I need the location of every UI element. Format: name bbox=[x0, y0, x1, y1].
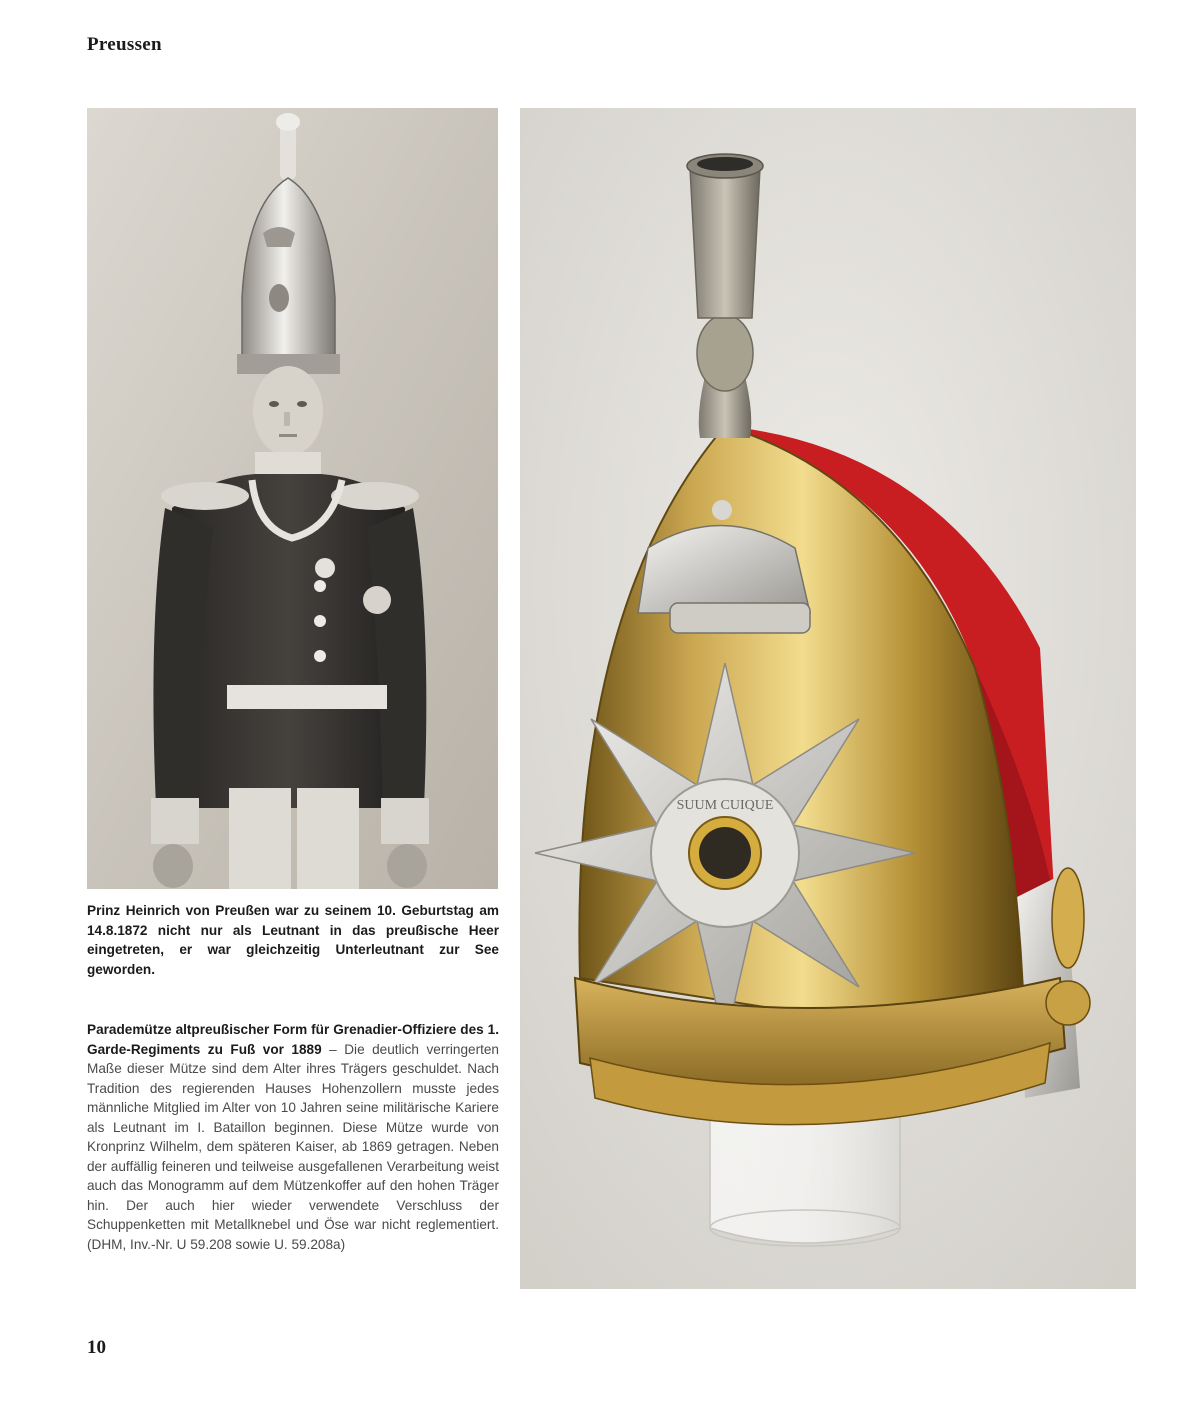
star-motto: SUUM CUIQUE bbox=[676, 798, 774, 813]
helmet-caption-title: Parademütze altpreußischer Form für Grenadier-Offiziere des 1. Garde-Regiments zu Fuß vor 1889 bbox=[87, 1022, 499, 1057]
helmet-caption bbox=[87, 1020, 499, 1254]
helmet-photo bbox=[520, 108, 1136, 1289]
portrait-caption: Prinz Heinrich von Preußen war zu seinem 10. Geburtstag am 14.8.1872 nicht nur als Leutnant in das preußische Heer eingetreten, er war gleichzeitig Unterleutnant zur See geworden. bbox=[87, 903, 499, 977]
historic-portrait-photo-icon bbox=[87, 108, 498, 889]
grenadier-helmet-photo-icon bbox=[520, 108, 1136, 1289]
portrait-photo bbox=[87, 108, 498, 889]
page-number: 10 bbox=[87, 1337, 106, 1358]
running-header: Preussen bbox=[87, 34, 162, 55]
helmet-caption-text: – Die deutlich verringerten Maße dieser Mütze sind dem Alter ihres Trägers geschuldet. Nach Tradition des regierenden Hauses Hohenzollern musste jedes männliche Mitglied im Alter von 10 Jahren seine militärische Kariere als Leutnant im I. Bataillon beginnen. Diese Mütze wurde von Kronprinz Wilhelm, dem späteren Kaiser, ab 1869 getragen. Neben der auffällig feineren und teilweise ausgefallenen Verarbeitung weist auch das Monogramm auf dem Mützenkoffer auf den hohen Träger hin. Der auch hier wieder verwendete Verschluss der Schuppenketten mit Metallknebel und Öse war nicht reglementiert. (DHM, Inv.-Nr. U 59.208 sowie U. 59.208a) bbox=[87, 1041, 499, 1252]
